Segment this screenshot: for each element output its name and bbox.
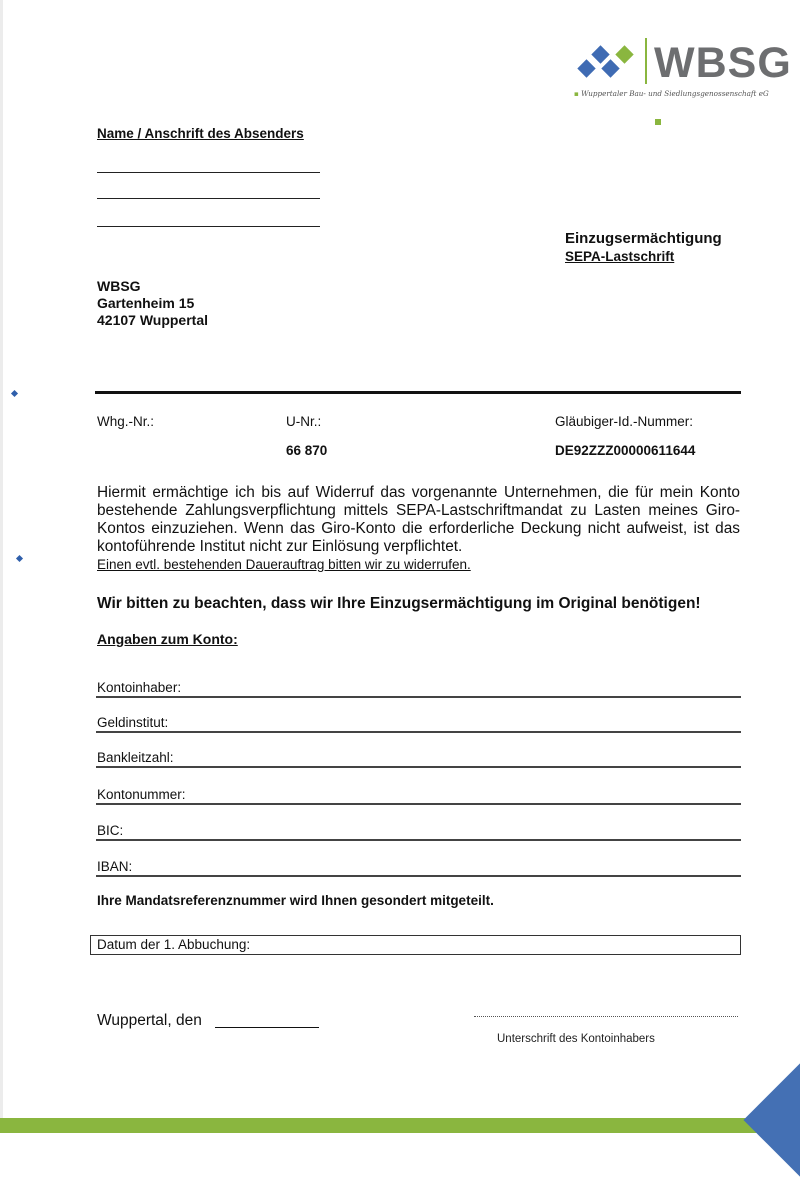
logo-diamond-green-icon (615, 45, 633, 63)
u-nr-value: 66 870 (286, 443, 328, 458)
field-kontoinhaber[interactable] (96, 676, 741, 698)
original-required-notice: Wir bitten zu beachten, dass wir Ihre Einzugsermächtigung im Original benötigen! (97, 595, 701, 612)
date-line[interactable] (215, 1027, 319, 1028)
sender-line-3[interactable] (97, 226, 320, 227)
logo-tagline: ▪ Wuppertaler Bau- und Siedlungsgenossenschaft eG (574, 89, 769, 98)
recipient-name: WBSG (97, 278, 141, 294)
recipient-street: Gartenheim 15 (97, 295, 195, 311)
mandate-reference-note: Ihre Mandatsreferenznummer wird Ihnen gesondert mitgeteilt. (97, 893, 494, 908)
recipient-address (97, 278, 208, 329)
signature-line[interactable] (474, 1016, 738, 1017)
logo-diamond-blue-icon (601, 59, 619, 77)
field-geldinstitut[interactable] (96, 711, 741, 733)
footer-green-bar (0, 1118, 800, 1133)
field-bic[interactable] (96, 819, 741, 841)
field-kontonummer[interactable] (96, 783, 741, 805)
document-title: Einzugsermächtigung (565, 230, 722, 247)
field-label: Kontoinhaber: (97, 680, 182, 695)
logo-wordmark: WBSG (654, 38, 792, 138)
glaeubiger-id-value: DE92ZZZ00000611644 (555, 443, 696, 458)
document-subtitle: SEPA-Lastschrift (565, 249, 675, 264)
wbsg-logo (574, 36, 792, 106)
field-label: Geldinstitut: (97, 715, 169, 730)
authorization-text: Hiermit ermächtige ich bis auf Widerruf das vorgenannte Unternehmen, die für mein Konto bestehende Zahlungsverpflichtung mittels SEPA-Lastschriftmandat zu Lasten meines Giro-Kontos einzuziehen. Wenn das Giro-Konto die erforderliche Deckung nicht aufweist, ist das kontoführende Institut nicht zur Einlösung verpflichtet. (97, 484, 740, 555)
fold-mark-icon (11, 390, 18, 397)
field-bankleitzahl[interactable] (96, 746, 741, 768)
account-section-title: Angaben zum Konto: (97, 631, 238, 647)
u-nr-label: U-Nr.: (286, 414, 322, 429)
field-label: BIC: (97, 823, 124, 838)
page-left-edge (0, 0, 3, 1133)
sender-line-1[interactable] (97, 172, 320, 173)
separator-line (95, 391, 741, 394)
field-label: IBAN: (97, 859, 133, 874)
field-label: Kontonummer: (97, 787, 186, 802)
footer-blue-diamond-icon (743, 1063, 800, 1176)
logo-divider (645, 38, 647, 84)
first-debit-label: Datum der 1. Abbuchung: (97, 937, 251, 952)
field-label: Bankleitzahl: (97, 750, 174, 765)
field-iban[interactable] (96, 855, 741, 877)
signature-label: Unterschrift des Kontoinhabers (497, 1033, 655, 1045)
sender-line-2[interactable] (97, 198, 320, 199)
standing-order-note: Einen evtl. bestehenden Dauerauftrag bitten wir zu widerrufen. (97, 557, 471, 572)
glaeubiger-id-label: Gläubiger-Id.-Nummer: (555, 414, 694, 429)
first-debit-date-field[interactable] (90, 935, 741, 955)
whg-nr-label: Whg.-Nr.: (97, 414, 155, 429)
fold-mark-icon (16, 555, 23, 562)
recipient-city: 42107 Wuppertal (97, 312, 209, 328)
place-label: Wuppertal, den (97, 1012, 202, 1029)
logo-diamond-blue-icon (577, 59, 595, 77)
sender-title: Name / Anschrift des Absenders (97, 126, 304, 141)
